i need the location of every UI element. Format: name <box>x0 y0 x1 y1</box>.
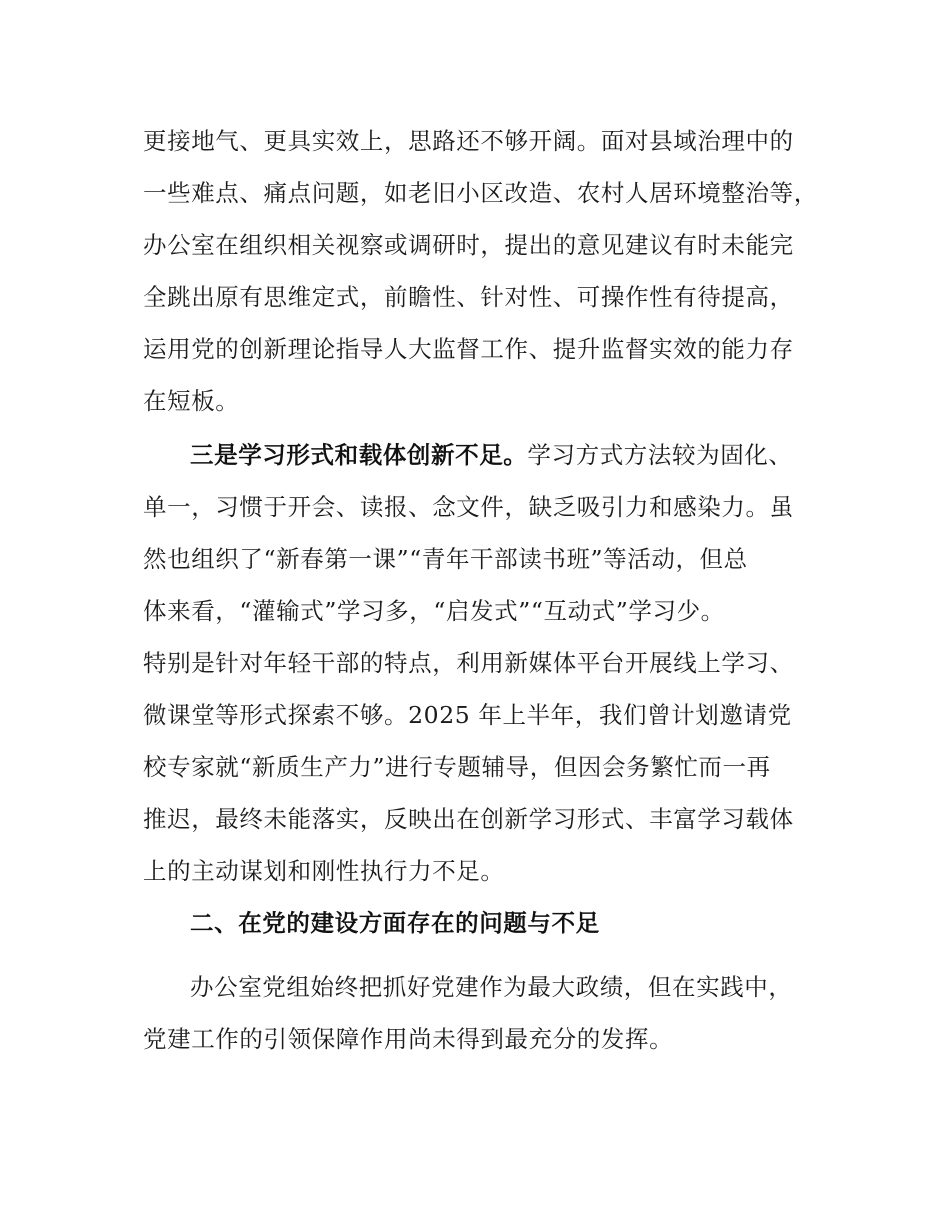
section-heading <box>143 897 819 949</box>
paragraph-continued <box>143 115 819 427</box>
paragraph-lead-heading: 三是学习形式和载体创新不足。 <box>190 441 528 469</box>
section-heading-text: 二、在党的建设方面存在的问题与不足 <box>190 909 600 937</box>
paragraph-line: 校专家就“新质生产力”进行专题辅导，但因会务繁忙而一再 <box>143 753 771 781</box>
paragraph-line: 办公室党组始终把抓好党建作为最大政绩，但在实践中， <box>190 973 793 1001</box>
paragraph-line: 全跳出原有思维定式，前瞻性、针对性、可操作性有待提高， <box>143 283 794 311</box>
paragraph-line: 微课堂等形式探索不够。2025 年上半年，我们曾计划邀请党 <box>143 701 792 729</box>
paragraph-line: 党建工作的引领保障作用尚未得到最充分的发挥。 <box>143 1025 674 1053</box>
paragraph-line: 上的主动谋划和刚性执行力不足。 <box>143 857 505 885</box>
paragraph-line: 一些难点、痛点问题，如老旧小区改造、农村人居环境整治等， <box>143 179 818 207</box>
paragraph-line: 更接地气、更具实效上，思路还不够开阔。面对县域治理中的 <box>143 127 794 155</box>
paragraph-line: 运用党的创新理论指导人大监督工作、提升监督实效的能力存 <box>143 335 794 363</box>
paragraph-line: 办公室在组织相关视察或调研时，提出的意见建议有时未能完 <box>143 231 794 259</box>
paragraph-line: 然也组织了“新春第一课”“青年干部读书班”等活动，但总 <box>143 545 748 573</box>
paragraph-line: 体来看，“灌输式”学习多，“启发式”“互动式”学习少。 <box>143 597 725 625</box>
paragraph-line-text: 学习方式方法较为固化、 <box>527 441 793 469</box>
paragraph-first-line <box>143 429 819 481</box>
paragraph-line: 推迟，最终未能落实，反映出在创新学习形式、丰富学习载体 <box>143 805 794 833</box>
paragraph-line: 单一，习惯于开会、读报、念文件，缺乏吸引力和感染力。虽 <box>143 493 794 521</box>
paragraph-line: 特别是针对年轻干部的特点，利用新媒体平台开展线上学习、 <box>143 649 794 677</box>
paragraph-line: 在短板。 <box>143 387 240 415</box>
paragraph-learning-forms <box>143 429 819 897</box>
paragraph-party-building <box>143 961 819 1065</box>
